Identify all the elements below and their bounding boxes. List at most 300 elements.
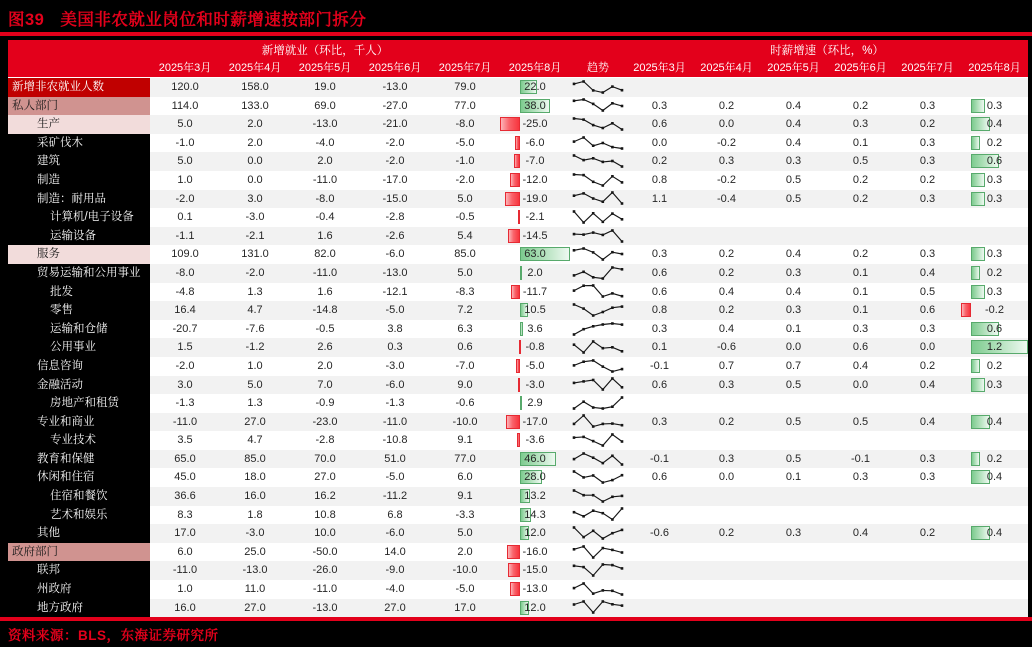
trend-sparkline <box>570 581 626 598</box>
wage-value-cell <box>760 78 827 97</box>
cell-value: 0.3 <box>718 155 735 168</box>
cell-value: 0.0 <box>718 471 735 484</box>
employment-value-cell <box>220 320 290 339</box>
employment-value-cell <box>220 524 290 543</box>
wage-value-cell <box>760 413 827 432</box>
wage-value-cell <box>961 580 1028 599</box>
row-label: 信息咨询 <box>37 359 83 372</box>
cell-value: 0.2 <box>718 99 735 112</box>
cell-value: 0.0 <box>651 136 668 149</box>
wage-value-cell <box>760 115 827 134</box>
cell-value: 0.0 <box>852 378 869 391</box>
cell-value: 7.2 <box>457 304 473 317</box>
cell-value: -6.0 <box>385 378 405 391</box>
cell-value: -19.0 <box>522 192 548 205</box>
employment-value-cell <box>360 134 430 153</box>
cell-value: 11.0 <box>244 583 266 596</box>
employment-value-cell <box>150 264 220 283</box>
wage-value-cell <box>894 115 961 134</box>
cell-value: 4.7 <box>247 304 263 317</box>
wage-value-cell <box>961 227 1028 246</box>
cell-value: 0.1 <box>785 471 802 484</box>
wage-value-cell <box>693 524 760 543</box>
employment-value-cell <box>150 227 220 246</box>
employment-value-cell <box>430 468 500 487</box>
cell-value: 0.5 <box>852 415 869 428</box>
cell-value: 5.0 <box>177 155 193 168</box>
wage-month-header: 2025年4月 <box>700 62 753 74</box>
cell-value: 0.6 <box>651 378 668 391</box>
trend-sparkline <box>570 116 626 133</box>
employment-value-cell <box>360 78 430 97</box>
cell-value: -6.0 <box>385 248 405 261</box>
wage-value-cell <box>760 580 827 599</box>
cell-value: -3.3 <box>455 508 475 521</box>
cell-value: 77.0 <box>454 99 476 112</box>
cell-value: 2.6 <box>317 341 333 354</box>
cell-value: -26.0 <box>312 564 338 577</box>
cell-value: 70.0 <box>314 452 336 465</box>
positive-data-bar <box>971 173 985 187</box>
cell-value: -11.0 <box>172 415 198 428</box>
wage-value-cell <box>626 487 693 506</box>
wage-value-cell <box>961 97 1028 116</box>
wage-value-cell <box>894 450 961 469</box>
employment-value-cell <box>500 394 570 413</box>
cell-value: 2.0 <box>457 545 473 558</box>
wage-month-header: 2025年5月 <box>767 62 820 74</box>
wage-value-cell <box>961 134 1028 153</box>
cell-value: 27.0 <box>244 601 266 614</box>
wage-value-cell <box>626 561 693 580</box>
employment-value-cell <box>360 152 430 171</box>
employment-value-cell <box>220 543 290 562</box>
employment-value-cell <box>150 394 220 413</box>
wage-value-cell <box>894 599 961 618</box>
employment-value-cell <box>430 264 500 283</box>
row-label-header <box>8 59 150 77</box>
trend-sparkline <box>570 190 626 207</box>
cell-value: -1.3 <box>175 397 195 410</box>
row-label: 其他 <box>37 527 60 540</box>
employment-value-cell <box>150 190 220 209</box>
employment-value-cell <box>220 431 290 450</box>
wage-value-cell <box>626 283 693 302</box>
wage-value-cell <box>827 227 894 246</box>
cell-value: -3.0 <box>385 359 405 372</box>
cell-value: 0.7 <box>718 359 735 372</box>
wage-value-cell <box>693 376 760 395</box>
wage-value-cell <box>760 338 827 357</box>
wage-value-cell <box>693 227 760 246</box>
cell-value: 10.5 <box>524 304 546 317</box>
cell-value: 0.3 <box>651 322 668 335</box>
wage-value-cell <box>894 264 961 283</box>
positive-data-bar <box>971 136 981 150</box>
table-row <box>8 320 1028 339</box>
cell-value: -8.0 <box>455 118 475 131</box>
employment-value-cell <box>220 115 290 134</box>
wage-value-cell <box>894 357 961 376</box>
wage-value-cell <box>760 561 827 580</box>
employment-value-cell <box>430 152 500 171</box>
cell-value: 28.0 <box>524 471 546 484</box>
wage-value-cell <box>626 450 693 469</box>
employment-value-cell <box>360 394 430 413</box>
cell-value: 65.0 <box>174 452 196 465</box>
wage-month-header: 2025年6月 <box>834 62 887 74</box>
wage-value-cell <box>626 115 693 134</box>
cell-value: 1.3 <box>247 397 263 410</box>
employment-value-cell <box>360 320 430 339</box>
cell-value: 0.2 <box>852 192 869 205</box>
cell-value: -15.0 <box>522 564 548 577</box>
wage-value-cell <box>961 487 1028 506</box>
cell-value: 0.3 <box>718 452 735 465</box>
row-label: 制造：耐用品 <box>37 192 106 205</box>
table-row <box>8 283 1028 302</box>
employment-value-cell <box>360 413 430 432</box>
row-label: 建筑 <box>37 155 60 168</box>
wage-value-cell <box>827 320 894 339</box>
employment-group-header: 新增就业（环比，千人） <box>261 45 389 57</box>
trend-sparkline <box>570 488 626 505</box>
cell-value: -8.3 <box>455 285 475 298</box>
wage-value-cell <box>626 431 693 450</box>
trend-sparkline <box>570 79 626 96</box>
wage-value-cell <box>760 227 827 246</box>
cell-value: 0.2 <box>986 136 1003 149</box>
cell-value: -2.8 <box>385 211 405 224</box>
trend-cell <box>570 97 626 116</box>
trend-cell <box>570 171 626 190</box>
cell-value: 5.0 <box>457 266 473 279</box>
employment-value-cell <box>430 450 500 469</box>
cell-value: -5.0 <box>385 471 405 484</box>
cell-value: 6.3 <box>457 322 473 335</box>
wage-value-cell <box>693 245 760 264</box>
wage-value-cell <box>626 357 693 376</box>
employment-value-cell <box>430 413 500 432</box>
cell-value: -4.0 <box>315 136 335 149</box>
trend-cell <box>570 283 626 302</box>
table-row <box>8 580 1028 599</box>
employment-value-cell <box>150 320 220 339</box>
trend-cell <box>570 506 626 525</box>
cell-value: 1.6 <box>317 229 333 242</box>
employment-value-cell <box>290 487 360 506</box>
cell-value: 18.0 <box>244 471 266 484</box>
positive-data-bar <box>520 322 523 336</box>
row-label: 生产 <box>8 115 150 134</box>
trend-sparkline <box>570 413 626 430</box>
cell-value: 0.6 <box>986 322 1003 335</box>
trend-cell <box>570 190 626 209</box>
employment-value-cell <box>150 506 220 525</box>
wage-value-cell <box>626 78 693 97</box>
wage-value-cell <box>760 487 827 506</box>
cell-value: 0.3 <box>718 378 735 391</box>
cell-value: 0.2 <box>651 155 668 168</box>
employment-value-cell <box>500 506 570 525</box>
employment-value-cell <box>430 190 500 209</box>
row-label: 私人部门 <box>8 97 150 116</box>
table-row <box>8 97 1028 116</box>
cell-value: 1.3 <box>247 285 263 298</box>
cell-value: 0.0 <box>919 341 936 354</box>
employment-value-cell <box>290 152 360 171</box>
row-label: 运输和仓储 <box>50 322 108 335</box>
wage-value-cell <box>626 264 693 283</box>
wage-value-cell <box>827 394 894 413</box>
wage-value-cell <box>693 97 760 116</box>
table-row <box>8 468 1028 487</box>
cell-value: -2.8 <box>315 434 335 447</box>
wage-value-cell <box>626 376 693 395</box>
cell-value: 0.6 <box>457 341 473 354</box>
employment-value-cell <box>220 561 290 580</box>
wage-value-cell <box>827 115 894 134</box>
figure-title <box>8 5 366 31</box>
wage-value-cell <box>827 190 894 209</box>
cell-value: -0.5 <box>315 322 335 335</box>
employment-month-header: 2025年4月 <box>228 62 282 74</box>
wage-value-cell <box>894 468 961 487</box>
cell-value: -13.0 <box>522 583 548 596</box>
employment-value-cell <box>500 301 570 320</box>
cell-value: 0.5 <box>785 452 802 465</box>
employment-value-cell <box>430 524 500 543</box>
cell-value: 0.1 <box>651 341 668 354</box>
cell-value: 0.3 <box>986 99 1003 112</box>
cell-value: -0.2 <box>717 173 736 186</box>
cell-value: -13.0 <box>312 601 338 614</box>
wage-value-cell <box>626 245 693 264</box>
employment-value-cell <box>500 134 570 153</box>
cell-value: 77.0 <box>454 452 476 465</box>
cell-value: 0.7 <box>785 359 802 372</box>
cell-value: -15.0 <box>382 192 408 205</box>
employment-value-cell <box>220 227 290 246</box>
employment-value-cell <box>430 208 500 227</box>
wage-value-cell <box>760 134 827 153</box>
wage-value-cell <box>693 283 760 302</box>
cell-value: -25.0 <box>522 118 548 131</box>
wage-value-cell <box>827 357 894 376</box>
employment-value-cell <box>290 190 360 209</box>
employment-value-cell <box>500 283 570 302</box>
cell-value: 0.2 <box>718 304 735 317</box>
cell-value: 0.6 <box>651 471 668 484</box>
trend-cell <box>570 543 626 562</box>
cell-value: -2.6 <box>385 229 405 242</box>
wage-value-cell <box>827 283 894 302</box>
wage-value-cell <box>961 245 1028 264</box>
employment-value-cell <box>360 171 430 190</box>
employment-value-cell <box>220 338 290 357</box>
employment-value-cell <box>220 171 290 190</box>
cell-value: 13.2 <box>524 490 546 503</box>
table-row <box>8 357 1028 376</box>
employment-value-cell <box>290 413 360 432</box>
employment-value-cell <box>430 301 500 320</box>
employment-month-header: 2025年6月 <box>368 62 422 74</box>
wage-value-cell <box>760 301 827 320</box>
wage-value-cell <box>760 524 827 543</box>
employment-value-cell <box>150 152 220 171</box>
trend-cell <box>570 227 626 246</box>
row-label: 制造 <box>37 173 60 186</box>
employment-value-cell <box>430 357 500 376</box>
employment-value-cell <box>500 543 570 562</box>
cell-value: 0.3 <box>919 248 936 261</box>
cell-value: -11.2 <box>382 490 408 503</box>
cell-value: 69.0 <box>314 99 336 112</box>
trend-cell <box>570 413 626 432</box>
payrolls-wage-table <box>8 40 1028 617</box>
positive-data-bar <box>520 396 522 410</box>
wage-value-cell <box>894 338 961 357</box>
wage-value-cell <box>961 171 1028 190</box>
wage-value-cell <box>961 208 1028 227</box>
employment-value-cell <box>150 431 220 450</box>
cell-value: -1.0 <box>175 136 195 149</box>
cell-value: 16.4 <box>174 304 196 317</box>
employment-value-cell <box>290 468 360 487</box>
cell-value: 0.4 <box>986 527 1003 540</box>
employment-value-cell <box>500 357 570 376</box>
cell-value: 12.0 <box>524 527 546 540</box>
cell-value: 63.0 <box>524 248 546 261</box>
group-header-row <box>8 40 1028 59</box>
table-row <box>8 190 1028 209</box>
cell-value: -1.0 <box>455 155 475 168</box>
wage-month-header: 2025年3月 <box>633 62 686 74</box>
cell-value: -2.0 <box>455 173 475 186</box>
wage-value-cell <box>894 561 961 580</box>
cell-value: 0.4 <box>919 266 936 279</box>
employment-value-cell <box>360 283 430 302</box>
wage-value-cell <box>693 394 760 413</box>
cell-value: -13.0 <box>242 564 268 577</box>
cell-value: -23.0 <box>312 415 338 428</box>
employment-value-cell <box>500 487 570 506</box>
table-row <box>8 506 1028 525</box>
employment-value-cell <box>220 580 290 599</box>
table-row <box>8 78 1028 97</box>
negative-data-bar <box>518 378 520 392</box>
wage-value-cell <box>961 78 1028 97</box>
trend-sparkline <box>570 599 626 616</box>
employment-value-cell <box>220 487 290 506</box>
trend-cell <box>570 487 626 506</box>
wage-value-cell <box>894 376 961 395</box>
cell-value: 36.6 <box>174 490 196 503</box>
cell-value: 5.0 <box>247 378 263 391</box>
wage-value-cell <box>961 431 1028 450</box>
cell-value: -0.9 <box>315 397 335 410</box>
row-label: 公用事业 <box>50 341 96 354</box>
cell-value: -0.1 <box>650 452 669 465</box>
table-row <box>8 171 1028 190</box>
employment-value-cell <box>430 543 500 562</box>
cell-value: 0.2 <box>919 527 936 540</box>
table-row <box>8 134 1028 153</box>
cell-value: 0.2 <box>718 266 735 279</box>
table-row <box>8 245 1028 264</box>
cell-value: -2.0 <box>385 155 405 168</box>
employment-value-cell <box>430 599 500 618</box>
row-label: 零售 <box>50 304 73 317</box>
cell-value: 0.0 <box>718 118 735 131</box>
cell-value: -11.0 <box>312 173 338 186</box>
employment-value-cell <box>220 301 290 320</box>
table-row <box>8 543 1028 562</box>
cell-value: -4.0 <box>385 583 405 596</box>
trend-cell <box>570 115 626 134</box>
wage-value-cell <box>961 561 1028 580</box>
wage-value-cell <box>827 468 894 487</box>
cell-value: 0.0 <box>247 173 263 186</box>
row-label: 专业和商业 <box>37 415 95 428</box>
employment-value-cell <box>290 357 360 376</box>
trend-cell <box>570 208 626 227</box>
positive-data-bar <box>971 359 981 373</box>
trend-cell <box>570 338 626 357</box>
wage-value-cell <box>693 599 760 618</box>
trend-sparkline <box>570 153 626 170</box>
employment-value-cell <box>150 413 220 432</box>
trend-sparkline <box>570 432 626 449</box>
cell-value: -12.1 <box>382 285 408 298</box>
cell-value: -5.0 <box>525 359 545 372</box>
wage-value-cell <box>693 320 760 339</box>
cell-value: 0.3 <box>919 192 936 205</box>
employment-value-cell <box>360 431 430 450</box>
wage-value-cell <box>693 357 760 376</box>
employment-value-cell <box>430 506 500 525</box>
negative-data-bar <box>500 117 520 131</box>
wage-value-cell <box>894 152 961 171</box>
employment-value-cell <box>150 171 220 190</box>
cell-value: 1.2 <box>986 341 1003 354</box>
employment-value-cell <box>220 394 290 413</box>
cell-value: 0.4 <box>785 285 802 298</box>
positive-data-bar <box>971 266 981 280</box>
wage-value-cell <box>626 468 693 487</box>
cell-value: 0.4 <box>986 118 1003 131</box>
positive-data-bar <box>520 266 522 280</box>
footer-divider-line <box>0 617 1032 621</box>
employment-value-cell <box>430 580 500 599</box>
employment-value-cell <box>360 190 430 209</box>
employment-value-cell <box>500 245 570 264</box>
cell-value: 5.0 <box>457 527 473 540</box>
wage-value-cell <box>760 506 827 525</box>
cell-value: -11.0 <box>172 564 198 577</box>
cell-value: 9.1 <box>457 434 473 447</box>
negative-data-bar <box>517 433 520 447</box>
cell-value: 79.0 <box>454 81 476 93</box>
cell-value: 7.0 <box>317 378 333 391</box>
employment-value-cell <box>500 171 570 190</box>
cell-value: -0.6 <box>455 397 475 410</box>
cell-value: 120.0 <box>171 81 199 93</box>
row-label: 采矿伐木 <box>37 136 83 149</box>
wage-value-cell <box>626 171 693 190</box>
wage-value-cell <box>961 599 1028 618</box>
cell-value: 0.3 <box>651 248 668 261</box>
